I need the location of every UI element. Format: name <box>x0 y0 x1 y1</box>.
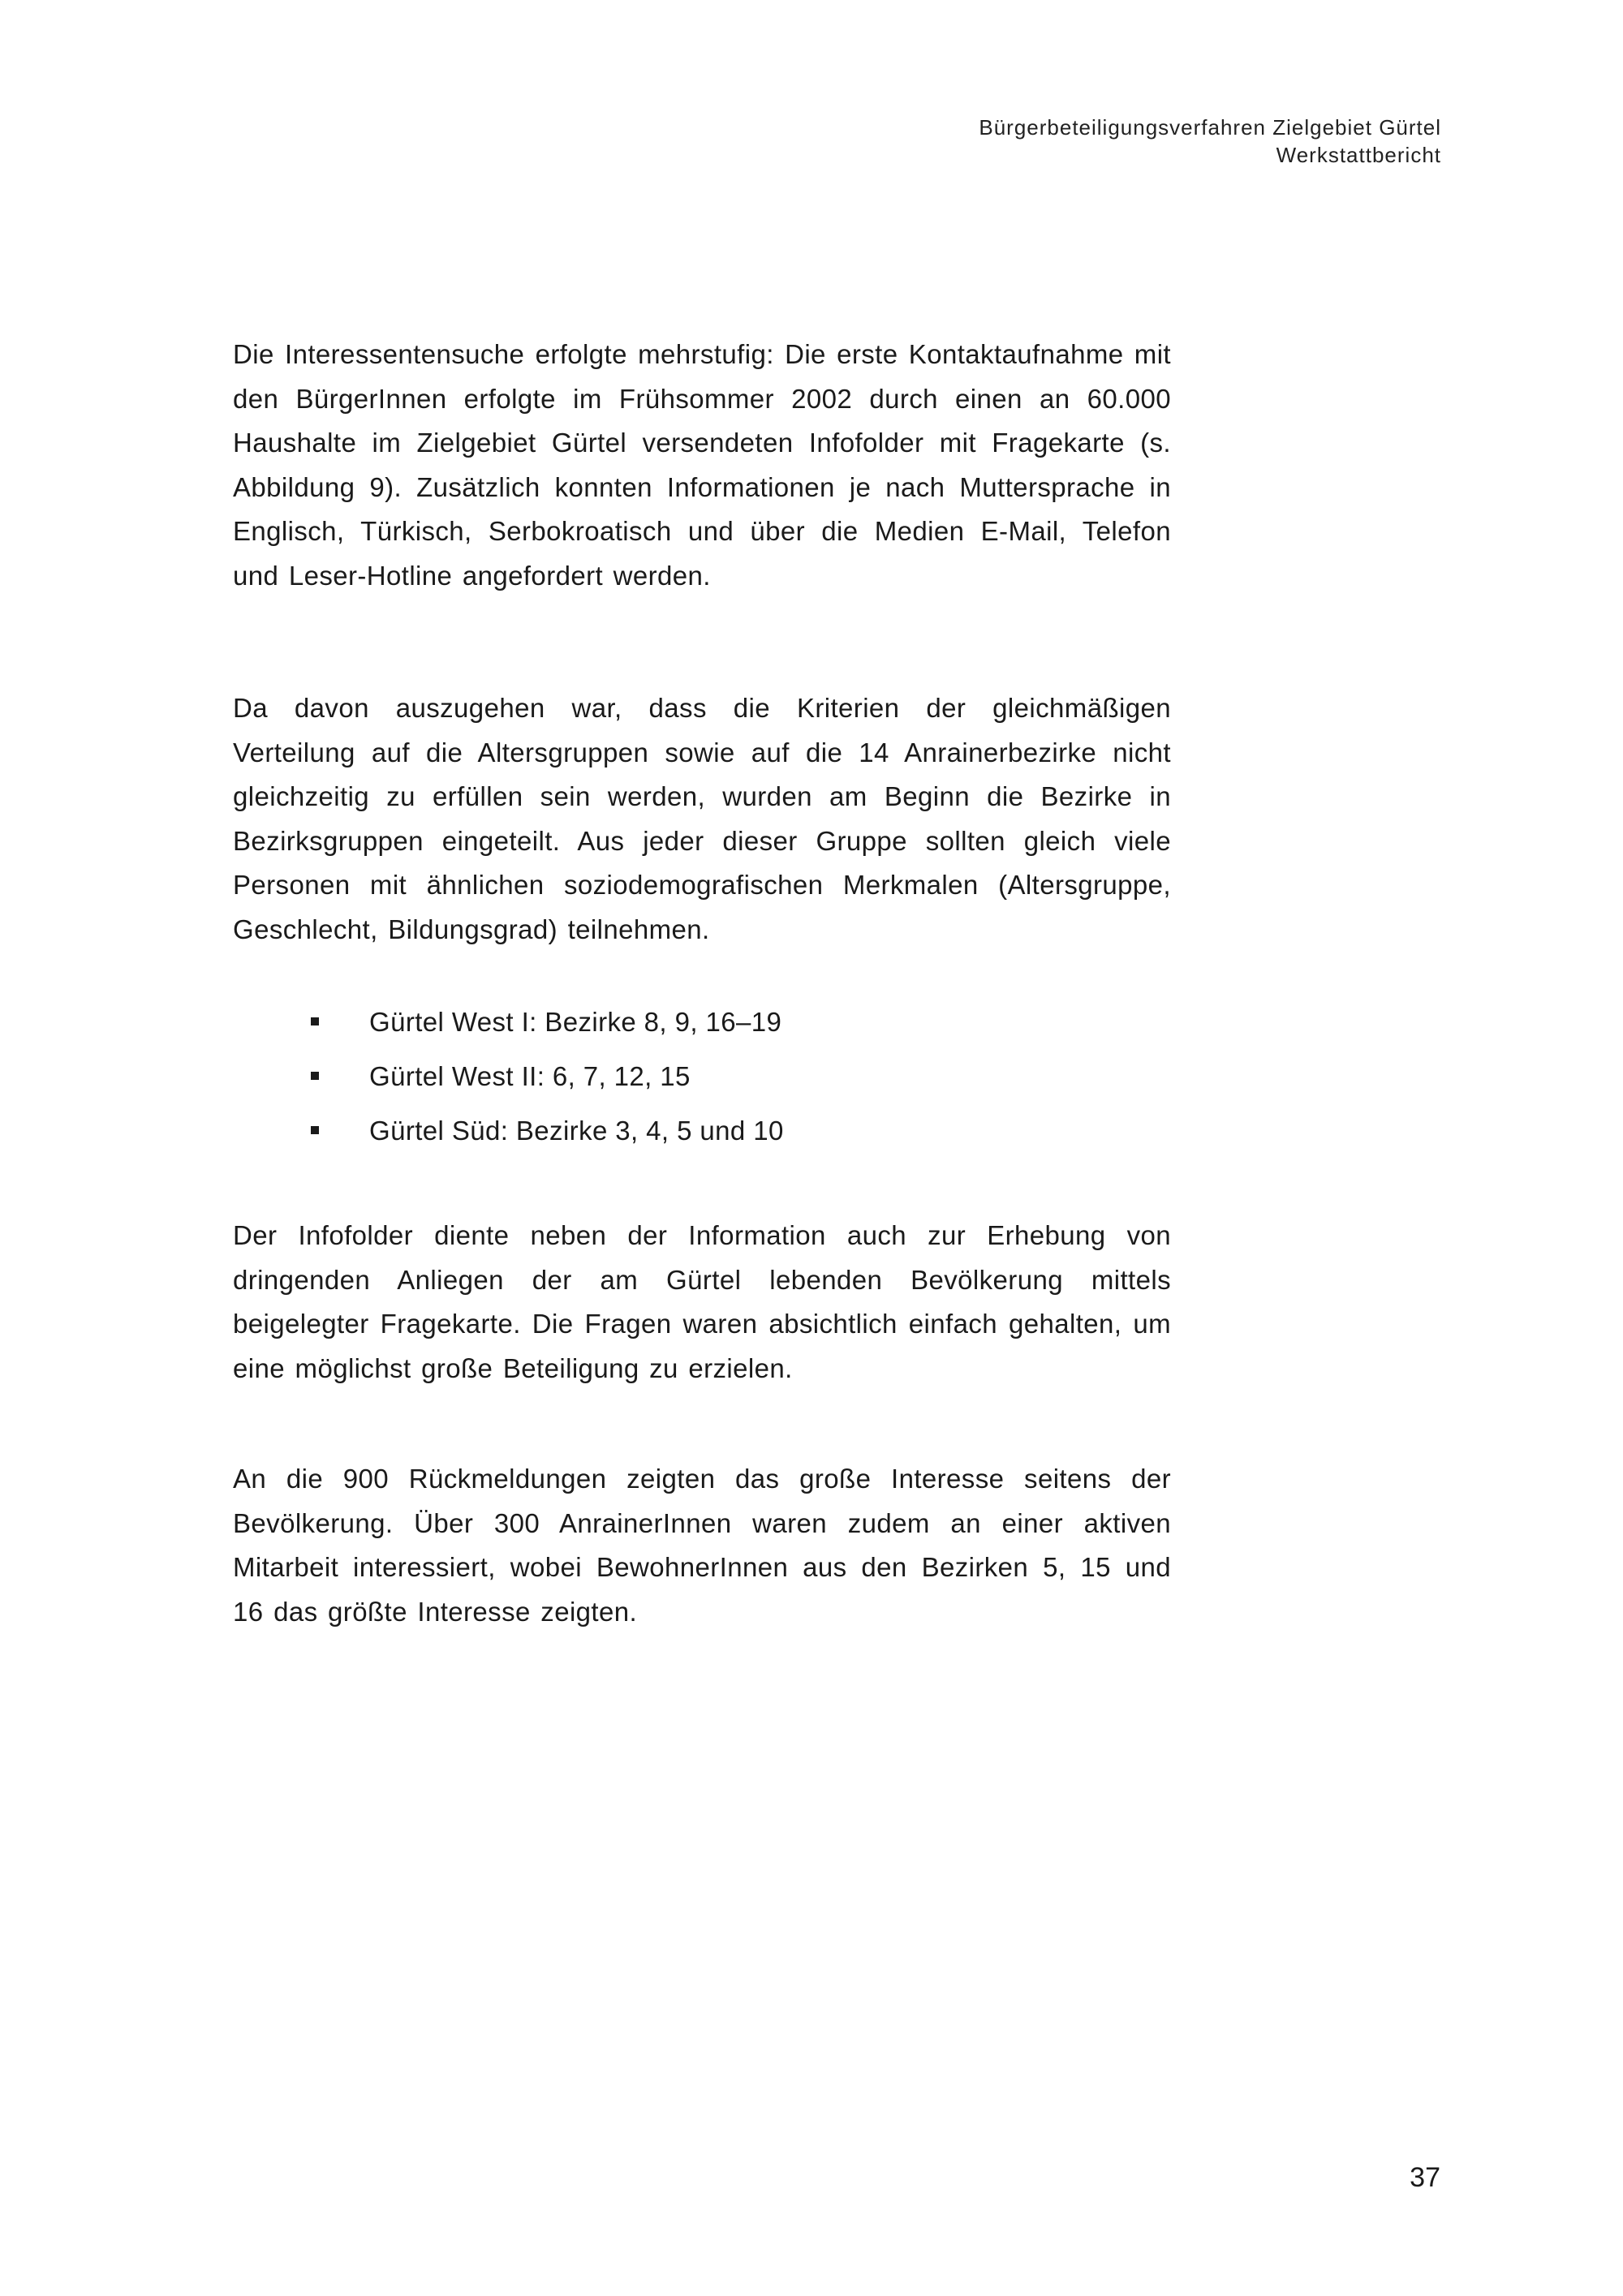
paragraph-interessentensuche: Die Interessentensuche erfolgte mehrstufig: Die erste Kontaktaufnahme mit den BürgerInnen erfolgte im Frühsommer 2002 durch einen an 60.000 Haushalte im Zielgebiet Gürtel versendeten Infofolder mit Fragekarte (s. Abbildung 9). Zusätzlich konnten Informationen je nach Muttersprache in Englisch, Türkisch, Serbokroatisch und über die Medien E-Mail, Telefon und Leser-Hotline angefordert werden. <box>233 339 1171 591</box>
list-item <box>311 1049 784 1103</box>
list-item-text: Gürtel West II: 6, 7, 12, 15 <box>369 1061 691 1091</box>
district-group-list <box>311 995 784 1158</box>
list-item-text: Gürtel West I: Bezirke 8, 9, 16–19 <box>369 1007 782 1037</box>
paragraph-rueckmeldungen: An die 900 Rückmeldungen zeigten das große Interesse seitens der Bevölkerung. Über 300 AnrainerInnen waren zudem an einer aktiven Mitarbeit interessiert, wobei BewohnerInnen aus den Bezirken 5, 15 und 16 das größte Interesse zeigten. <box>233 1464 1171 1627</box>
list-item-text: Gürtel Süd: Bezirke 3, 4, 5 und 10 <box>369 1116 784 1146</box>
main-content <box>233 333 1171 952</box>
square-bullet-icon <box>311 1126 319 1134</box>
square-bullet-icon <box>311 1017 319 1025</box>
list-item <box>311 1103 784 1158</box>
header-title: Bürgerbeteiligungsverfahren Zielgebiet Gürtel <box>979 115 1441 140</box>
square-bullet-icon <box>311 1072 319 1080</box>
header-subtitle: Werkstattbericht <box>1276 143 1441 167</box>
running-header <box>979 114 1441 169</box>
paragraph-infofolder: Der Infofolder diente neben der Information auch zur Erhebung von dringenden Anliegen der am Gürtel lebenden Bevölkerung mittels beigelegter Fragekarte. Die Fragen waren absichtlich einfach gehalten, um eine möglichst große Beteiligung zu erzielen. <box>233 1220 1171 1383</box>
page-number: 37 <box>1410 2162 1440 2193</box>
list-item <box>311 995 784 1049</box>
main-content-lower <box>233 1214 1171 1634</box>
paragraph-bezirksgruppen: Da davon auszugehen war, dass die Kriterien der gleichmäßigen Verteilung auf die Altersgruppen sowie auf die 14 Anrainerbezirke nicht gleichzeitig zu erfüllen sein werden, wurden am Beginn die Bezirke in Bezirksgruppen eingeteilt. Aus jeder dieser Gruppe sollten gleich viele Personen mit ähnlichen soziodemografischen Merkmalen (Altersgruppe, Geschlecht, Bildungsgrad) teilnehmen. <box>233 693 1171 944</box>
